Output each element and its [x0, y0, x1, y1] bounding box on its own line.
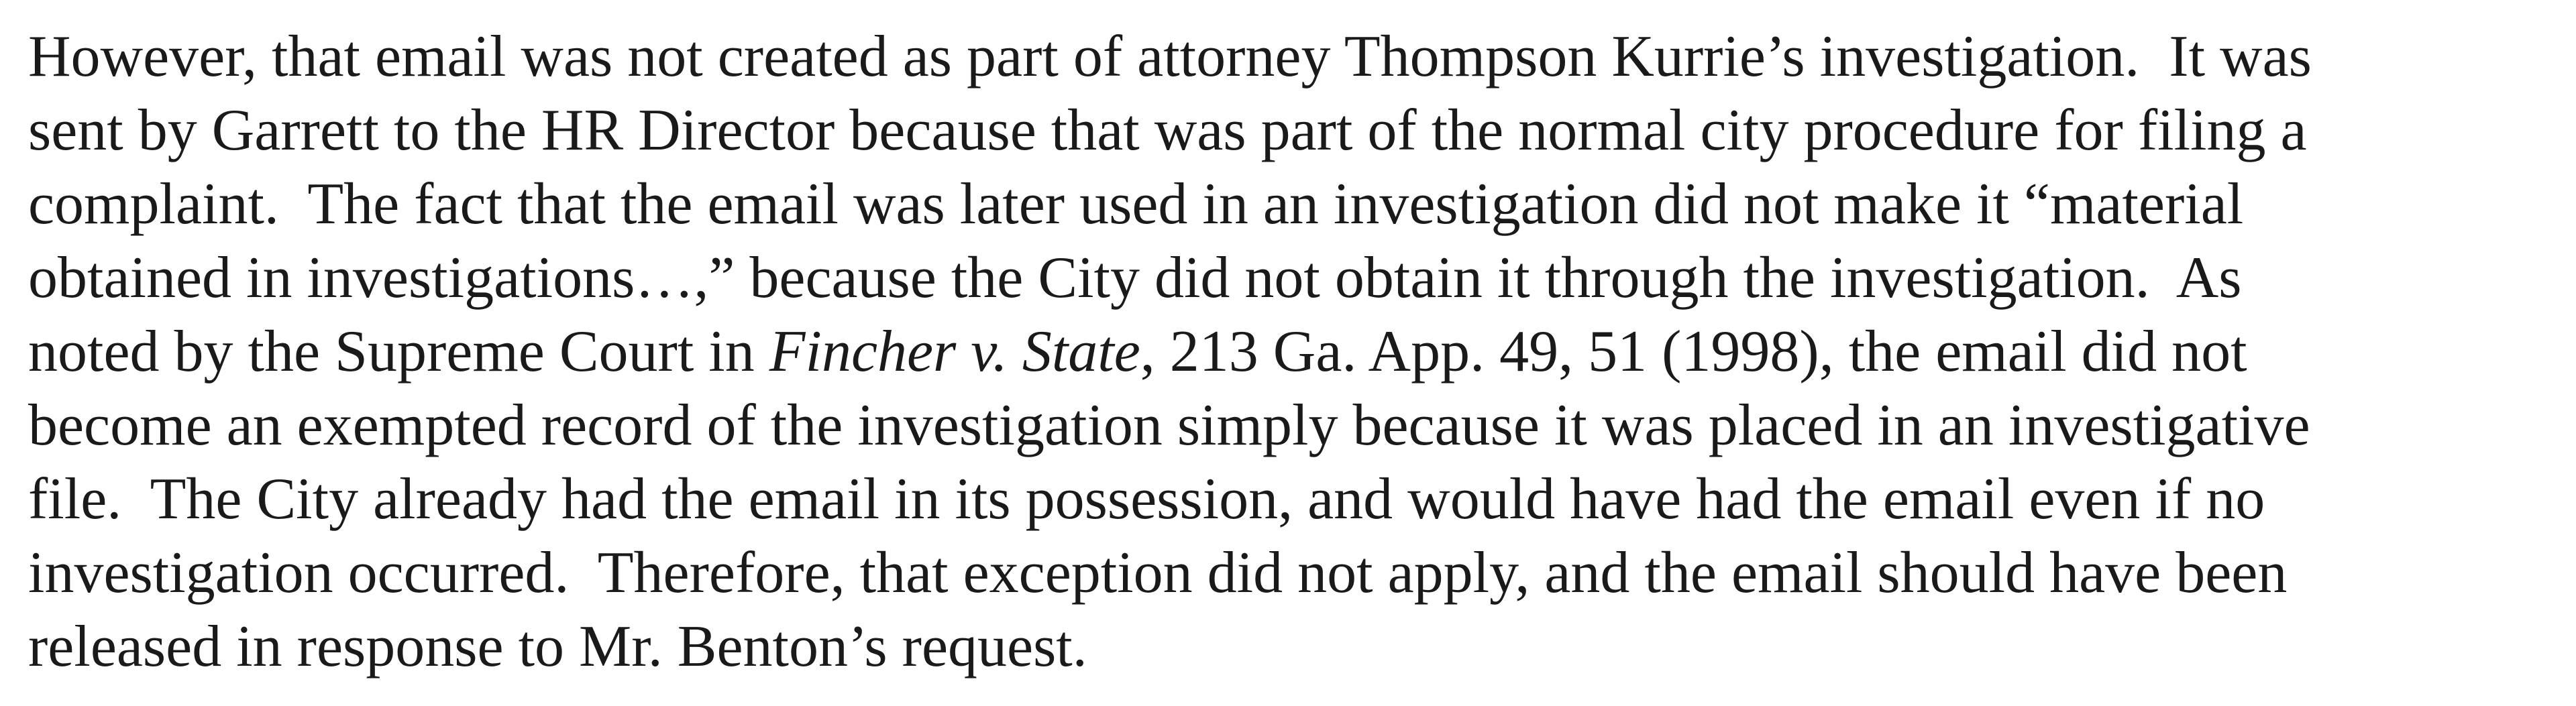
line-text: , 213 Ga. App. 49, 51 (1998), the email did not: [1140, 319, 2247, 384]
paragraph-line: [28, 389, 2312, 463]
paragraph-line: [28, 241, 2312, 315]
line-text: released in response to Mr. Benton’s request.: [28, 614, 1087, 679]
line-text: file. The City already had the email in its possession, and would have had the email even if no: [28, 467, 2265, 532]
line-text: obtained in investigations…,” because the City did not obtain it through the investigation. As: [28, 245, 2242, 310]
paragraph-line: [28, 315, 2312, 389]
paragraph-line: [28, 94, 2312, 168]
line-text: complaint. The fact that the email was later used in an investigation did not make it “material: [28, 172, 2244, 237]
paragraph-line: [28, 463, 2312, 536]
line-text: become an exempted record of the investigation simply because it was placed in an investigative: [28, 393, 2310, 458]
paragraph-line: [28, 610, 2312, 684]
paragraph-line: [28, 536, 2312, 610]
line-text: However, that email was not created as part of attorney Thompson Kurrie’s investigation. It was: [28, 24, 2312, 89]
paragraph-line: [28, 20, 2312, 94]
line-text: sent by Garrett to the HR Director because that was part of the normal city procedure for filing a: [28, 98, 2307, 163]
case-citation-name: Fincher v. State: [769, 319, 1140, 384]
line-text: noted by the Supreme Court in: [28, 319, 769, 384]
body-paragraph: [28, 20, 2312, 684]
line-text: investigation occurred. Therefore, that exception did not apply, and the email should have been: [28, 540, 2288, 605]
paragraph-line: [28, 168, 2312, 241]
